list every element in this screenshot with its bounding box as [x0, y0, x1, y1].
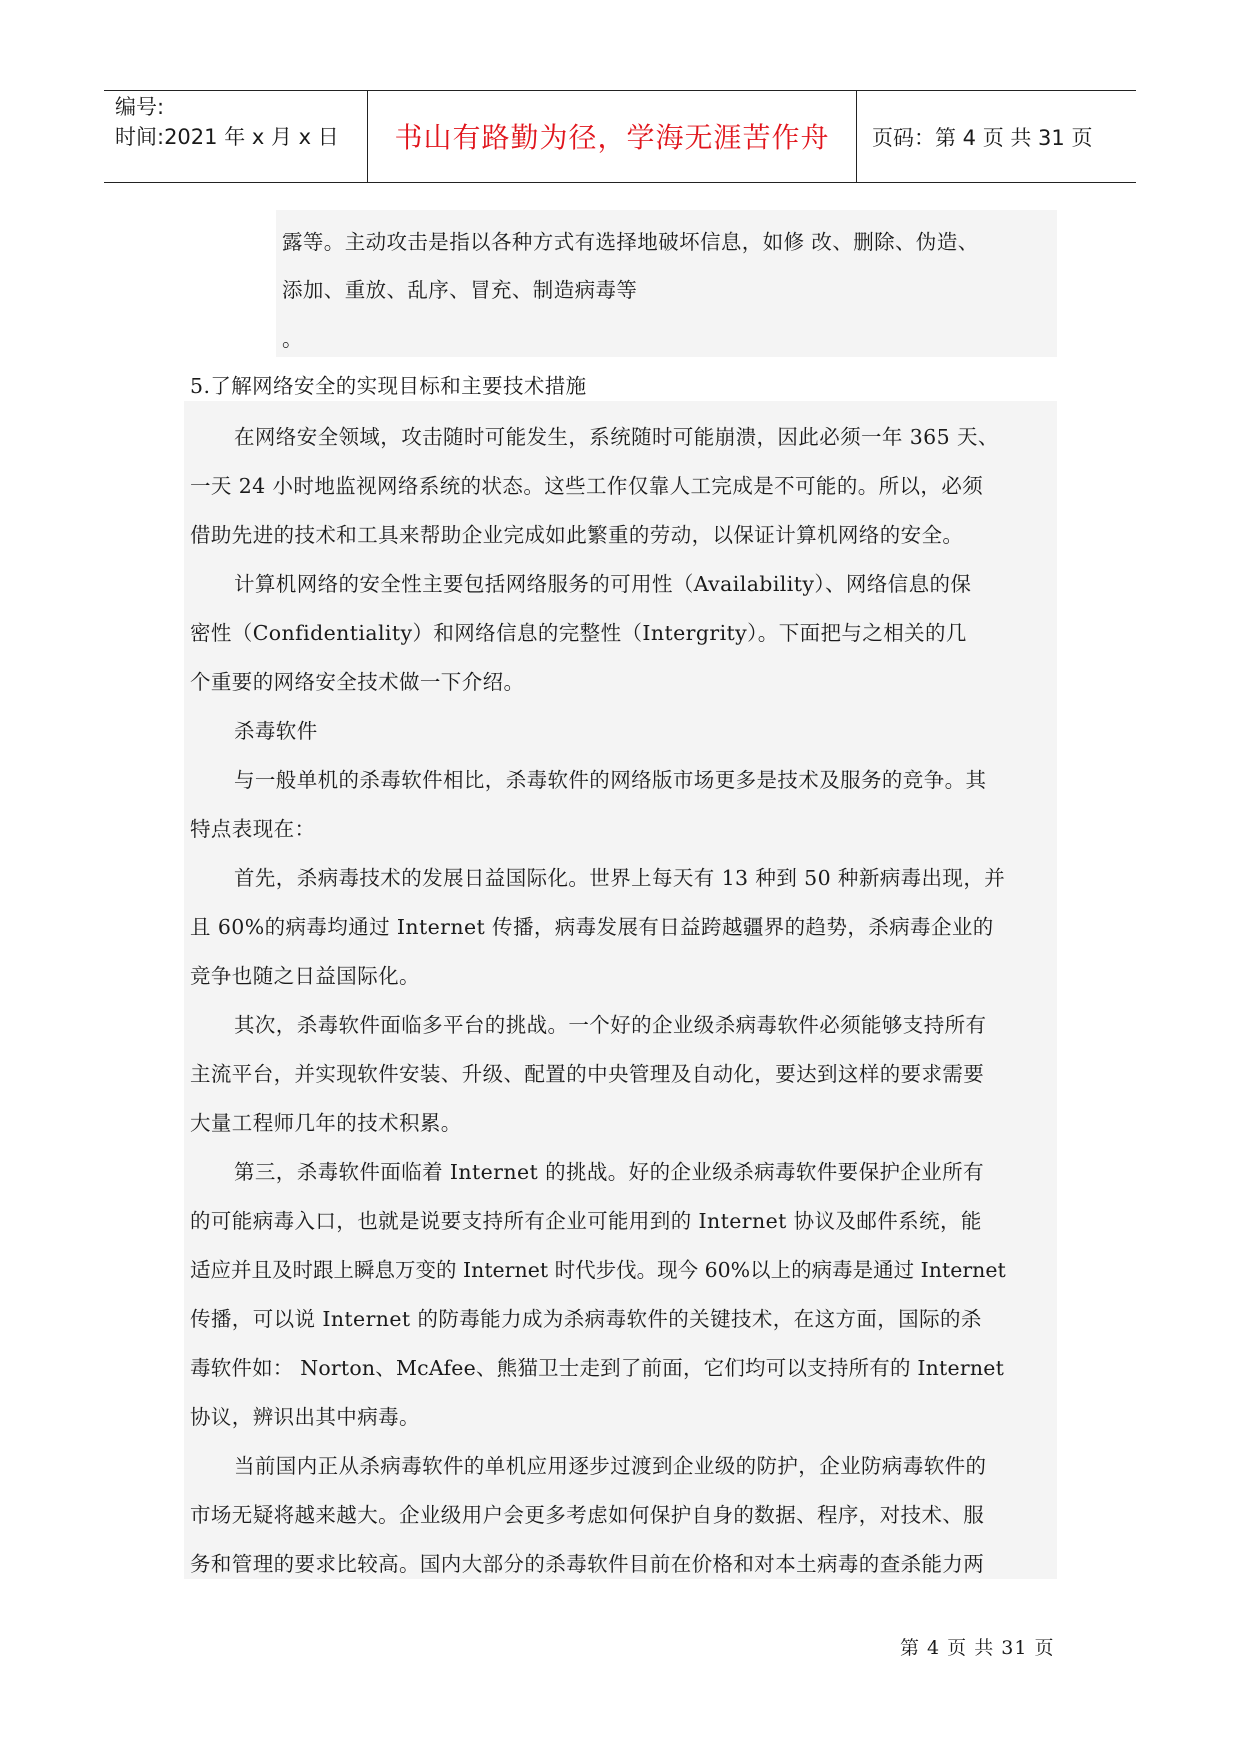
body-line: 与一般单机的杀毒软件相比，杀毒软件的网络版市场更多是技术及服务的竞争。其: [234, 768, 987, 792]
body-line: 首先，杀病毒技术的发展日益国际化。世界上每天有 13 种到 50 种新病毒出现，并: [234, 866, 1006, 890]
body-line: 的可能病毒入口，也就是说要支持所有企业可能用到的 Internet 协议及邮件系统，能: [190, 1209, 982, 1233]
body-line: 露等。主动攻击是指以各种方式有选择地破坏信息，如修 改、删除、伪造、: [282, 230, 979, 254]
body-line: 计算机网络的安全性主要包括网络服务的可用性（Availability）、网络信息的保: [234, 572, 972, 596]
body-line: 一天 24 小时地监视网络系统的状态。这些工作仅靠人工完成是不可能的。所以，必须: [190, 474, 984, 498]
header-motto: 书山有路勤为径，学海无涯苦作舟: [394, 121, 830, 154]
body-line: 毒软件如： Norton、McAfee、熊猫卫士走到了前面，它们均可以支持所有的 Internet: [190, 1356, 1005, 1380]
subsection-heading: 杀毒软件: [234, 719, 318, 743]
document-time-label: 时间:2021 年 x 月 x 日: [115, 125, 339, 149]
body-line: 其次，杀毒软件面临多平台的挑战。一个好的企业级杀病毒软件必须能够支持所有: [234, 1013, 987, 1037]
body-line: 密性（Confidentiality）和网络信息的完整性（Intergrity）。下面把与之相关的几: [190, 621, 967, 645]
body-line: 借助先进的技术和工具来帮助企业完成如此繁重的劳动，以保证计算机网络的安全。: [190, 523, 964, 547]
header-bottom-rule: [104, 182, 1136, 183]
header-page-number: 页码：第 4 页 共 31 页: [872, 126, 1093, 150]
body-line: 务和管理的要求比较高。国内大部分的杀毒软件目前在价格和对本土病毒的查杀能力两: [190, 1552, 985, 1576]
section-heading: 5.了解网络安全的实现目标和主要技术措施: [190, 374, 587, 398]
body-line: 当前国内正从杀病毒软件的单机应用逐步过渡到企业级的防护，企业防病毒软件的: [234, 1454, 987, 1478]
body-line: 竞争也随之日益国际化。: [190, 964, 420, 988]
body-line: 。: [282, 327, 303, 351]
body-line: 适应并且及时跟上瞬息万变的 Internet 时代步伐。现今 60%以上的病毒是通过 Internet: [190, 1258, 1006, 1282]
body-line: 主流平台，并实现软件安装、升级、配置的中央管理及自动化，要达到这样的要求需要: [190, 1062, 985, 1086]
header-divider-left: [367, 90, 368, 182]
body-line: 特点表现在：: [190, 817, 316, 841]
header-divider-right: [856, 90, 857, 182]
body-line: 添加、重放、乱序、冒充、制造病毒等: [282, 278, 638, 302]
footer-page-number: 第 4 页 共 31 页: [900, 1637, 1055, 1659]
body-line: 传播，可以说 Internet 的防毒能力成为杀病毒软件的关键技术，在这方面，国际的杀: [190, 1307, 982, 1331]
body-line: 协议，辨识出其中病毒。: [190, 1405, 420, 1429]
body-line: 在网络安全领域，攻击随时可能发生，系统随时可能崩溃，因此必须一年 365 天、: [234, 425, 999, 449]
body-line: 大量工程师几年的技术积累。: [190, 1111, 462, 1135]
document-number-label: 编号:: [115, 95, 165, 119]
body-line: 且 60%的病毒均通过 Internet 传播，病毒发展有日益跨越疆界的趋势，杀病毒企业的: [190, 915, 994, 939]
body-line: 市场无疑将越来越大。企业级用户会更多考虑如何保护自身的数据、程序，对技术、服: [190, 1503, 985, 1527]
body-line: 第三，杀毒软件面临着 Internet 的挑战。好的企业级杀病毒软件要保护企业所有: [234, 1160, 984, 1184]
body-line: 个重要的网络安全技术做一下介绍。: [190, 670, 525, 694]
header-left-cell: [115, 92, 339, 152]
